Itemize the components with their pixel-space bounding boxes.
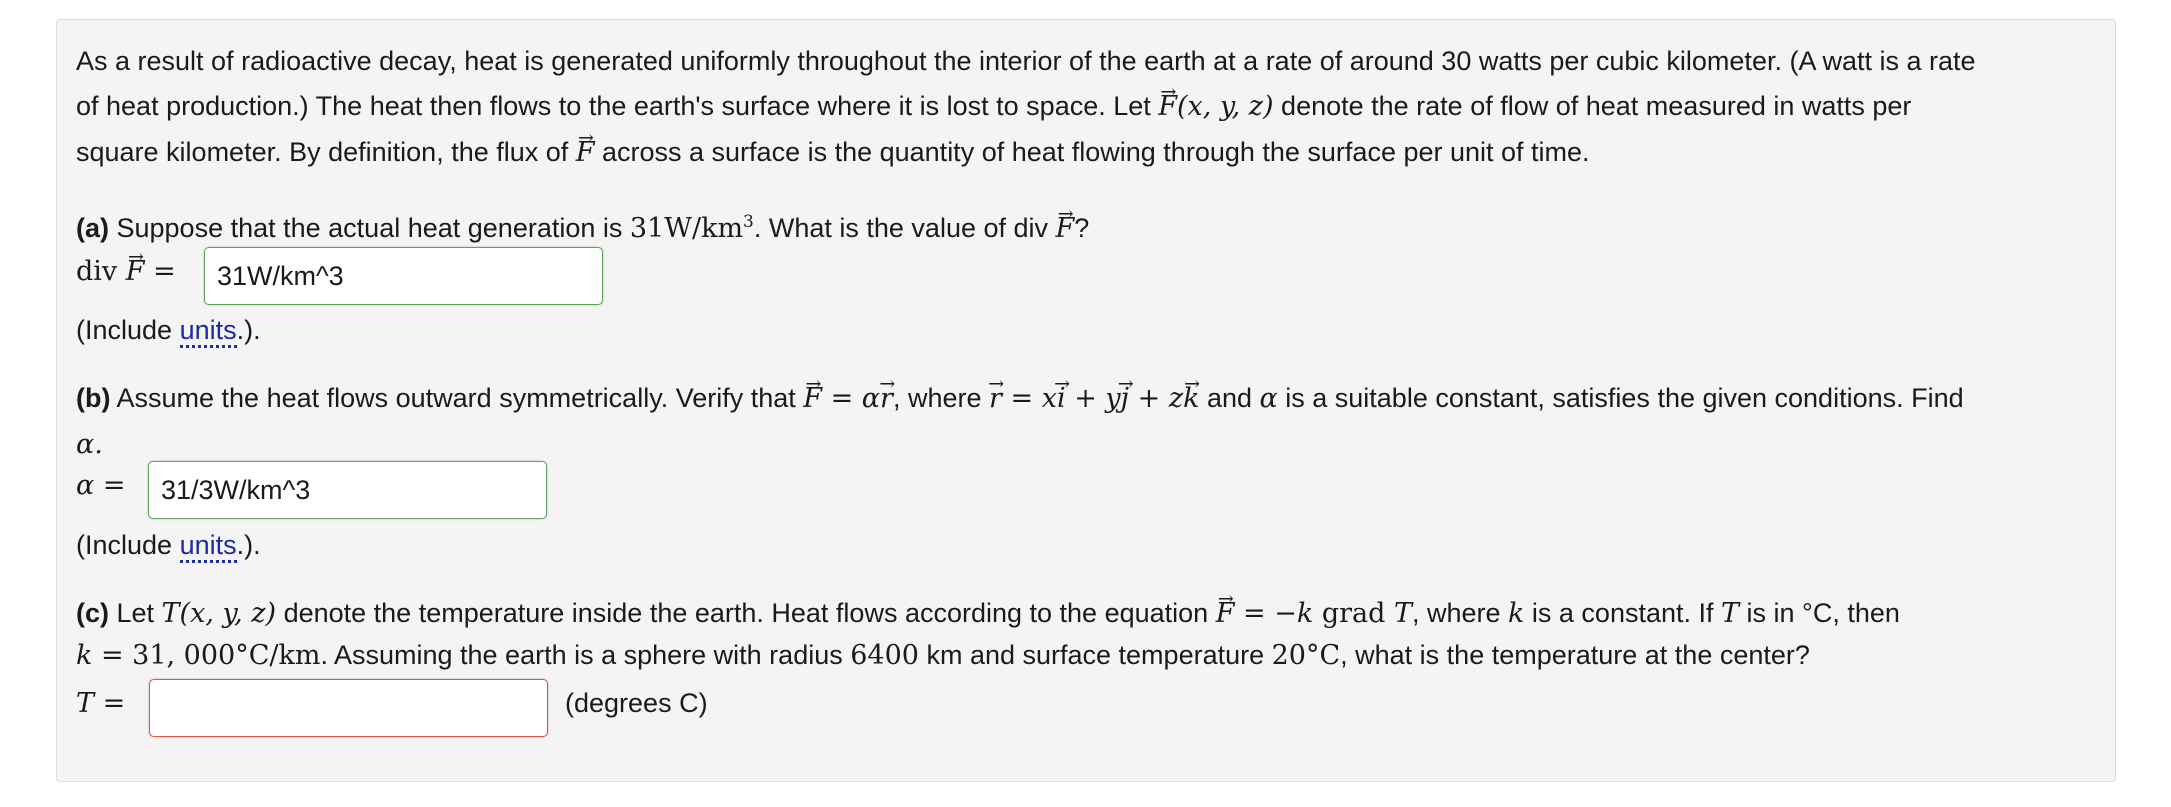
part-c-question: (c) Let T(x, y, z) denote the temperature inside the earth. Heat flows according to the equation → F = −k grad T, where k is a constant. If T is in °C, then bbox=[76, 595, 1900, 632]
part-c-answer-label: T = bbox=[76, 688, 126, 719]
part-a-answer-input[interactable] bbox=[204, 247, 603, 305]
part-b-answer-label: α = bbox=[76, 470, 126, 501]
part-b-alpha-line: α. bbox=[76, 429, 103, 460]
part-a-answer-label: div → F = bbox=[76, 253, 176, 290]
units-help-link[interactable]: units bbox=[180, 315, 237, 348]
part-b-question: (b) Assume the heat flows outward symmetrically. Verify that → F = α→ r, where → r = x→ i + y→ j + z→ k and α is a suitable constant, satisfies the given conditions. Find bbox=[76, 380, 1964, 417]
part-a-units-note: (Include units.). bbox=[76, 312, 261, 348]
intro-line-1: As a result of radioactive decay, heat is generated uniformly throughout the interior of the earth at a rate of around 30 watts per cubic kilometer. (A watt is a rate bbox=[76, 46, 1976, 76]
part-b-answer-input[interactable] bbox=[148, 461, 547, 519]
part-c-answer-suffix: (degrees C) bbox=[565, 688, 708, 718]
intro-line-2: of heat production.) The heat then flows to the earth's surface where it is lost to space. Let → F(x, y, z) denote the rate of flow of heat measured in watts per bbox=[76, 88, 1911, 125]
part-a-question: (a) Suppose that the actual heat generation is $31W/km^3$. What is the value of div → F? bbox=[76, 204, 1089, 247]
units-help-link[interactable]: units bbox=[180, 530, 237, 563]
part-b-units-note: (Include units.). bbox=[76, 527, 261, 563]
part-c-answer-input[interactable] bbox=[149, 679, 548, 737]
part-c-question-cont: k = 31, 000°C/km. Assuming the earth is a sphere with radius 6400 km and surface temperature 20°C, what is the temperature at the center? bbox=[76, 640, 1810, 671]
intro-line-3: square kilometer. By definition, the flux of → F across a surface is the quantity of heat flowing through the surface per unit of time. bbox=[76, 134, 1590, 171]
problem-panel bbox=[56, 19, 2116, 782]
